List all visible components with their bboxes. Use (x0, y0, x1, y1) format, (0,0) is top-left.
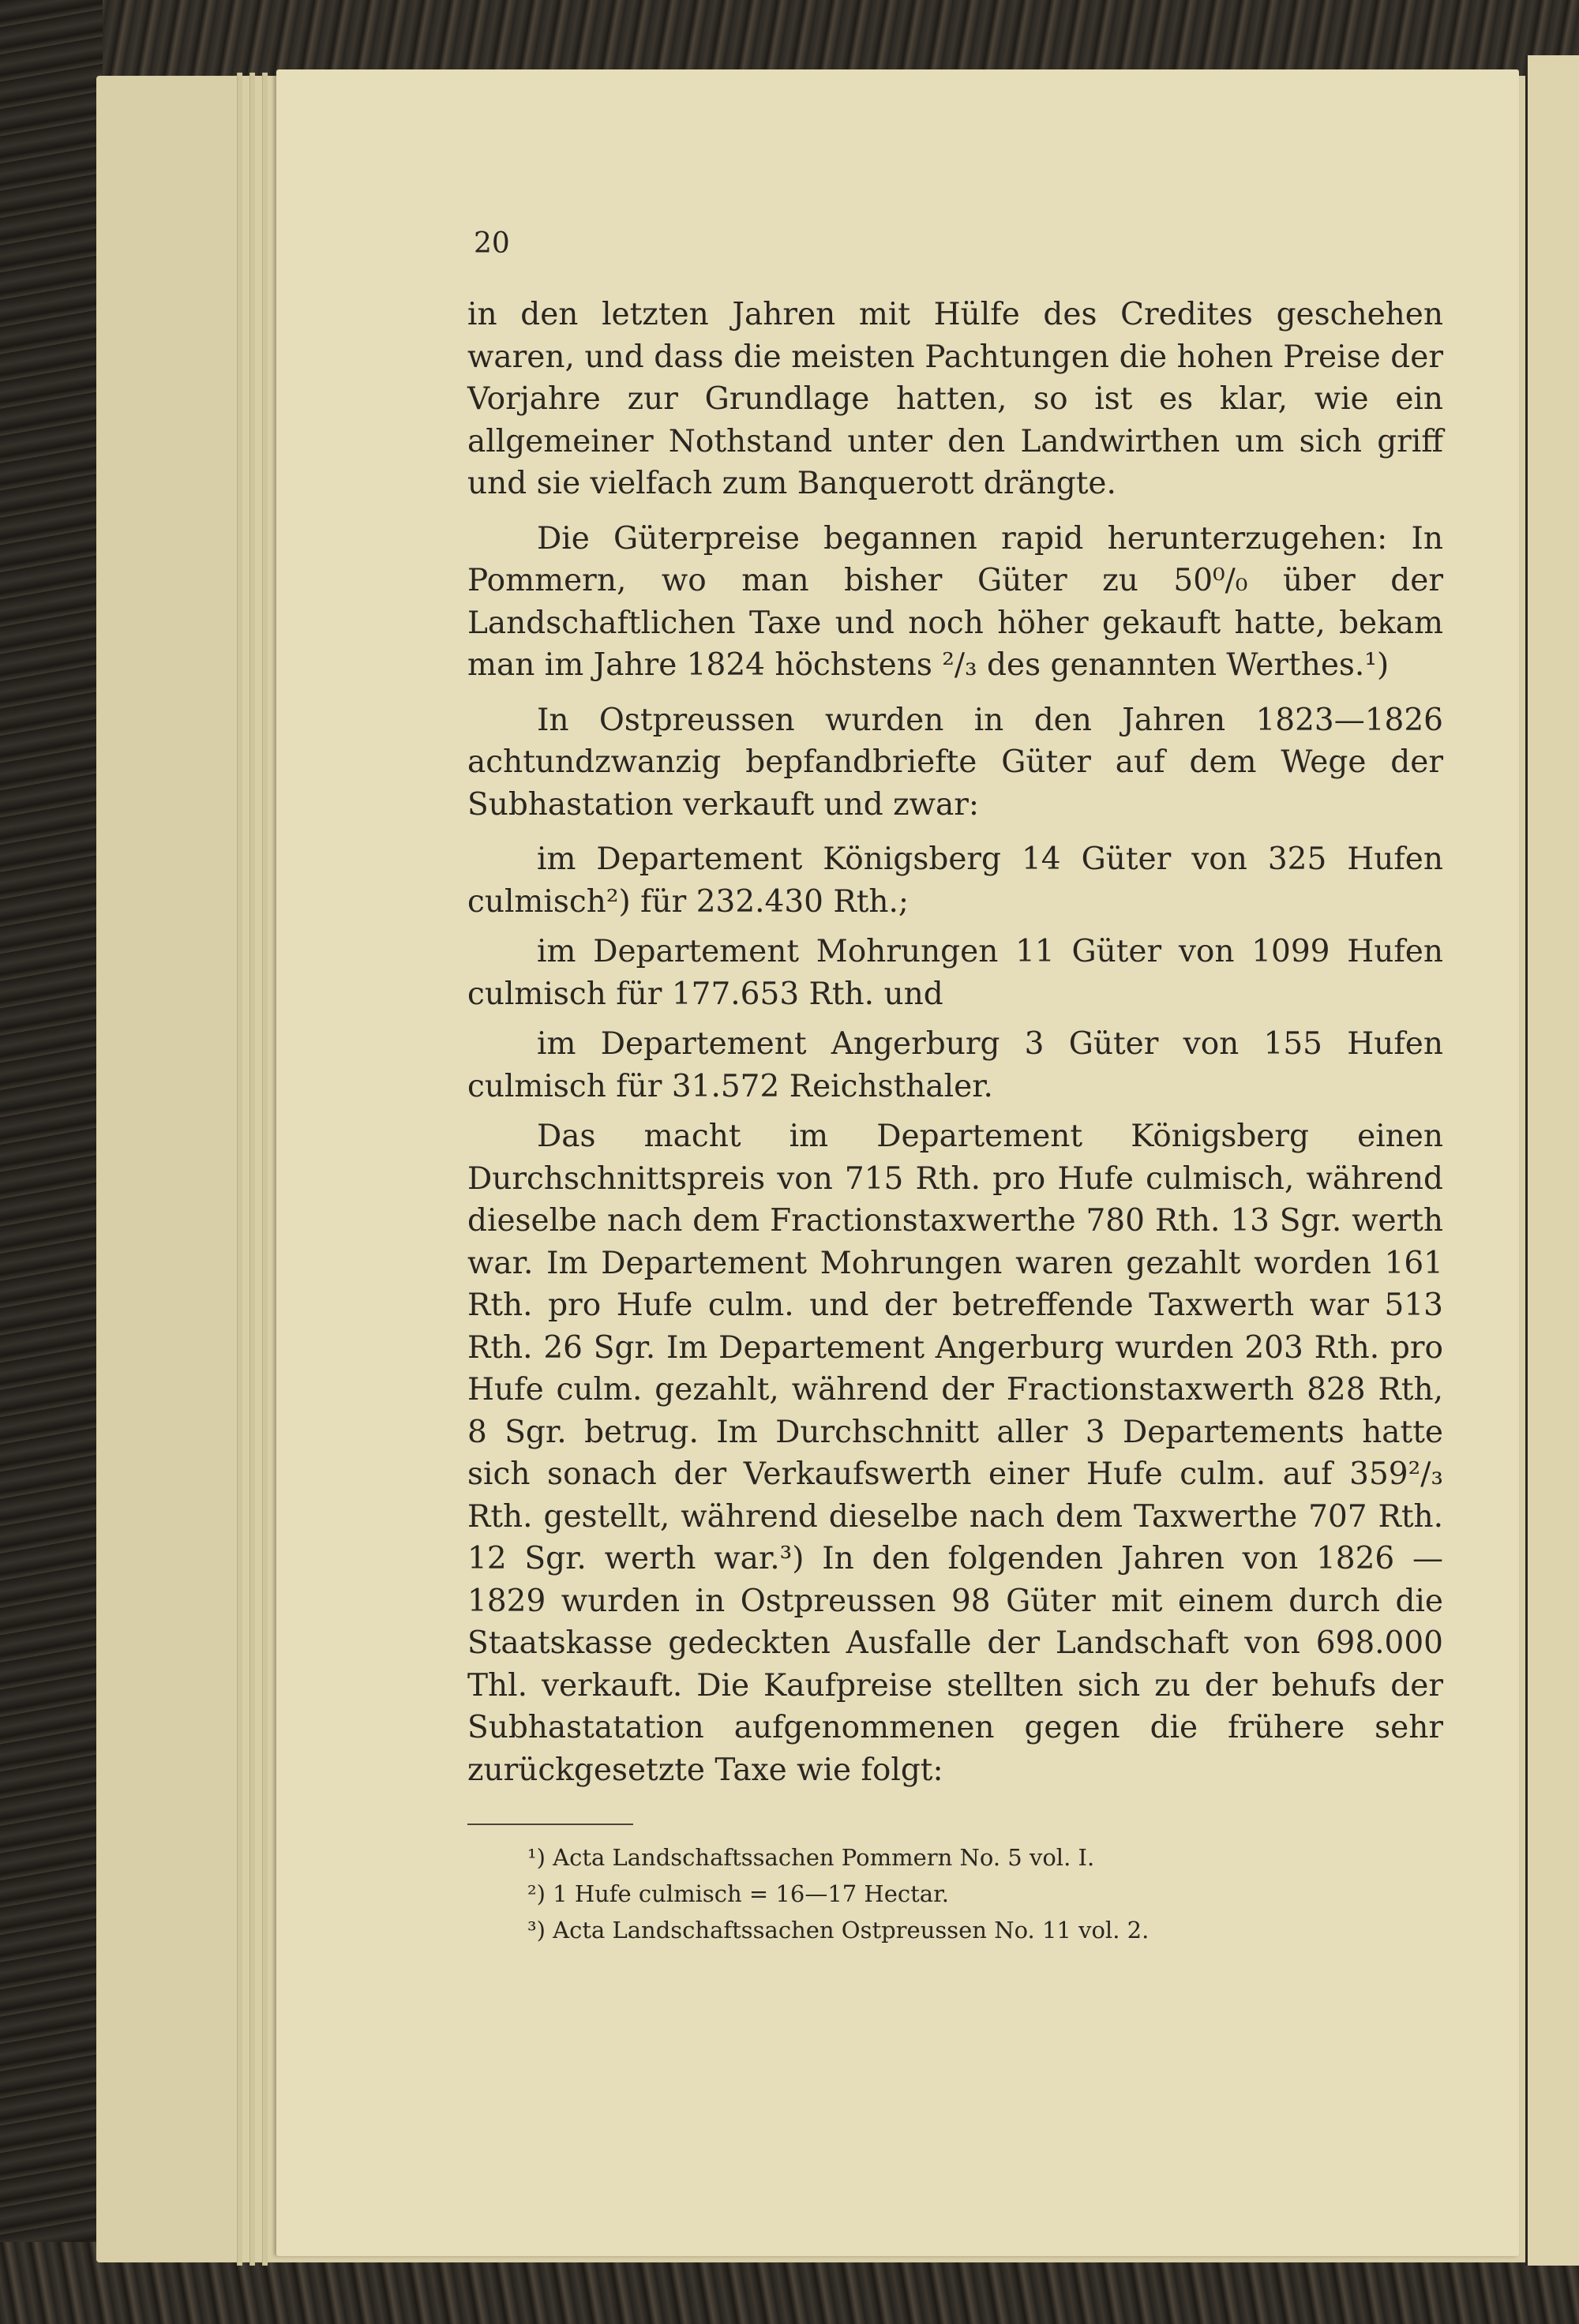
list-item: im Departement Mohrungen 11 Güter von 1099 Hufen culmisch für 177.653 Rth. und (467, 934, 1443, 1012)
page-edge (237, 73, 242, 2266)
paragraph: In Ostpreussen wurden in den Jahren 1823—1826 achtundzwanzig bepfandbriefte Güter auf dem Wege der Subhastation verkauft und zwar: (467, 702, 1443, 823)
body-text (467, 294, 1443, 1804)
list-item: im Departement Angerburg 3 Güter von 155 Hufen culmisch für 31.572 Reichsthaler. (467, 1026, 1443, 1104)
footnotes (527, 1839, 1396, 1948)
footnote: ³) Acta Landschaftssachen Ostpreussen No. 11 vol. 2. (527, 1917, 1150, 1944)
list-item: im Departement Königsberg 14 Güter von 325 Hufen culmisch²) für 232.430 Rth.; (467, 842, 1443, 920)
paragraph: Das macht im Departement Königsberg einen Durchschnittspreis von 715 Rth. pro Hufe culmisch, während dieselbe nach dem Fractionstaxwerthe 780 Rth. 13 Sgr. werth war. Im Departement Mohrungen waren gezahlt worden 161 Rth. pro Hufe culm. und der betreffende Taxwerth war 513 Rth. 26 Sgr. Im Departement Angerburg wurden 203 Rth. pro Hufe culm. gezahlt, während der Fractionstaxwerth 828 Rth, 8 Sgr. betrug. Im Durchschnitt aller 3 Departements hatte sich sonach der Verkaufswerth einer Hufe culm. auf 359²/₃ Rth. gestellt, während dieselbe nach dem Taxwerthe 707 Rth. 12 Sgr. werth war.³) In den folgenden Jahren von 1826 — 1829 wurden in Ostpreussen 98 Güter mit einem durch die Staatskasse gedeckten Ausfalle der Landschaft von 698.000 Thl. verkauft. Die Kaufpreise stellten sich zu der behufs der Subhastatation aufgenommenen gegen die frühere sehr zurückgesetzte Taxe wie folgt: (467, 1119, 1443, 1788)
page-edge (249, 73, 255, 2266)
page-edge (262, 73, 268, 2266)
book-binding-left (0, 0, 103, 2324)
paragraph: Die Güterpreise begannen rapid herunterzugehen: In Pommern, wo man bisher Güter zu 50⁰/₀ über der Landschaftlichen Taxe und noch höher gekauft hatte, bekam man im Jahre 1824 höchstens ²/₃ des genannten Werthes.¹) (467, 520, 1443, 683)
adjacent-page-edge (1525, 55, 1579, 2266)
footnote: ²) 1 Hufe culmisch = 16—17 Hectar. (527, 1880, 949, 1907)
paragraph: in den letzten Jahren mit Hülfe des Credites geschehen waren, und dass die meisten Pachtungen die hohen Preise der Vorjahre zur Grundlage hatten, so ist es klar, wie ein allgemeiner Nothstand unter den Landwirthen um sich griff und sie vielfach zum Banquerott drängte. (467, 297, 1443, 501)
footnote-divider (467, 1824, 633, 1825)
page-number: 20 (474, 227, 510, 260)
footnote: ¹) Acta Landschaftssachen Pommern No. 5 vol. I. (527, 1844, 1095, 1871)
